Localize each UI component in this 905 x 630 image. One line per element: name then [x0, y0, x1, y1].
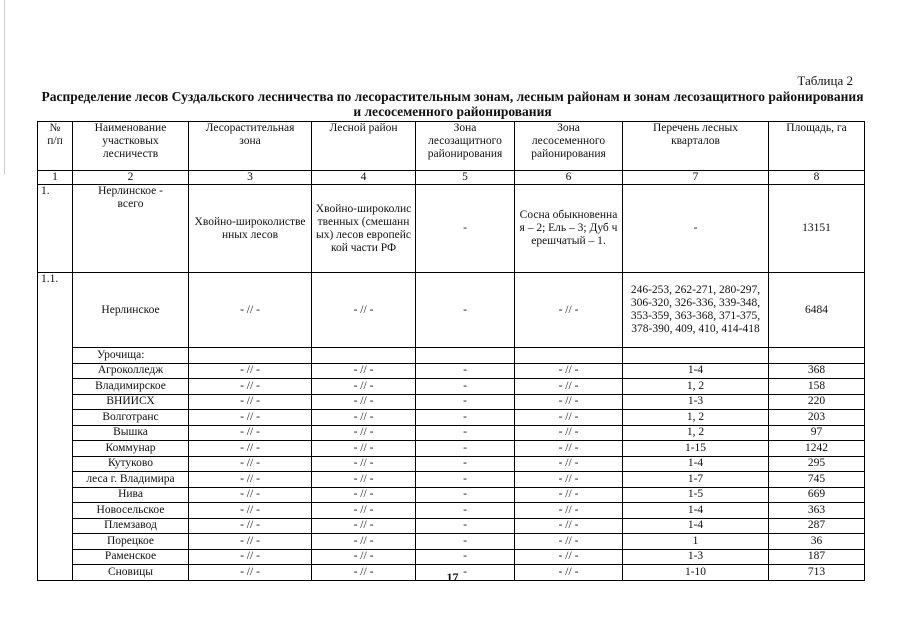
seed-zone: - // - [515, 456, 623, 472]
forestry-name [73, 185, 189, 273]
header-cell [38, 122, 73, 171]
row-number-empty [38, 348, 73, 364]
seed-zone: - // - [515, 534, 623, 550]
row-number-empty [38, 410, 73, 426]
forest-distribution-table [37, 121, 865, 581]
forest-region: - // - [312, 487, 416, 503]
forest-region: - // - [312, 425, 416, 441]
area-value: 295 [769, 456, 865, 472]
tract-name: Волготранс [73, 410, 189, 426]
row-number-empty [38, 534, 73, 550]
quarter-list [623, 273, 769, 348]
forest-region: - // - [312, 363, 416, 379]
row-number-empty [38, 549, 73, 565]
table-row [38, 394, 865, 410]
forest-region: - // - [312, 472, 416, 488]
forest-region: - // - [312, 273, 416, 348]
quarter-list: 1, 2 [623, 379, 769, 395]
row-number-empty [38, 472, 73, 488]
header-cell [416, 122, 515, 171]
header-text: Лесорастительная зона [205, 122, 295, 147]
table-row [38, 534, 865, 550]
column-number: 1 [38, 171, 73, 185]
seed-zone: - // - [515, 503, 623, 519]
area-value: 203 [769, 410, 865, 426]
quarter-list: 1, 2 [623, 425, 769, 441]
growing-zone: - // - [189, 425, 312, 441]
column-number: 3 [189, 171, 312, 185]
forest-region: - // - [312, 518, 416, 534]
row-number-empty [38, 425, 73, 441]
forest-region: - // - [312, 503, 416, 519]
forestry-name-text: Нерлинское - всего [98, 185, 163, 210]
protection-zone: - [416, 410, 515, 426]
seed-zone: - // - [515, 425, 623, 441]
row-number-empty [38, 394, 73, 410]
seed-zone: - // - [515, 549, 623, 565]
table-caption-label: Таблица 2 [797, 73, 853, 88]
quarter-list: - [623, 185, 769, 273]
quarter-list: 1-10 [623, 565, 769, 581]
empty-cell [515, 348, 623, 364]
page-number: 17 [446, 570, 459, 584]
growing-zone: - // - [189, 518, 312, 534]
column-number: 5 [416, 171, 515, 185]
tract-name: ВНИИСХ [73, 394, 189, 410]
header-text: Зона лесосеменного районирования [531, 122, 606, 160]
header-cell [312, 122, 416, 171]
seed-zone: - // - [515, 441, 623, 457]
empty-cell [623, 348, 769, 364]
growing-zone: - // - [189, 410, 312, 426]
title-text: Распределение лесов Суздальского лесничества по лесорастительным зонам, лесным районам и зонам лесозащитного районирования и лесосеменного районирования [41, 89, 864, 119]
forest-region: - // - [312, 410, 416, 426]
column-number: 4 [312, 171, 416, 185]
column-number: 6 [515, 171, 623, 185]
quarter-list: 1-5 [623, 487, 769, 503]
protection-zone: - [416, 503, 515, 519]
growing-zone: - // - [189, 472, 312, 488]
header-text: Зона лесозащитного районирования [427, 122, 503, 160]
protection-zone: - [416, 441, 515, 457]
empty-cell [769, 348, 865, 364]
table-row [38, 425, 865, 441]
protection-zone: - [416, 487, 515, 503]
protection-zone: - [416, 273, 515, 348]
forest-region: - // - [312, 456, 416, 472]
area-value: 363 [769, 503, 865, 519]
header-row [38, 122, 865, 171]
header-cell [515, 122, 623, 171]
growing-zone: - // - [189, 456, 312, 472]
tract-name: Нива [73, 487, 189, 503]
protection-zone: - [416, 425, 515, 441]
quarter-list: 1, 2 [623, 410, 769, 426]
row-number-empty [38, 487, 73, 503]
seed-zone-text: Сосна обыкновенная – 2; Ель – 3; Дуб черешчатый – 1. [519, 209, 618, 247]
area-value: 6484 [769, 273, 865, 348]
forest-region [312, 185, 416, 273]
growing-zone: - // - [189, 394, 312, 410]
header-text: № п/п [47, 122, 63, 147]
empty-cell [189, 348, 312, 364]
area-value: 287 [769, 518, 865, 534]
tract-name: Кутуково [73, 456, 189, 472]
header-cell [623, 122, 769, 171]
seed-zone: - // - [515, 472, 623, 488]
area-value: 97 [769, 425, 865, 441]
subdivision-row [38, 273, 865, 348]
area-value: 713 [769, 565, 865, 581]
quarter-list: 1-3 [623, 549, 769, 565]
seed-zone: - // - [515, 565, 623, 581]
protection-zone: - [416, 363, 515, 379]
row-number: 1. [38, 185, 73, 273]
protection-zone: - [416, 185, 515, 273]
table-row [38, 410, 865, 426]
column-number: 7 [623, 171, 769, 185]
header-text: Лесной район [329, 122, 398, 134]
quarter-list: 1-4 [623, 363, 769, 379]
forest-region: - // - [312, 534, 416, 550]
tract-rows [38, 363, 865, 580]
empty-cell [416, 348, 515, 364]
row-number: 1.1. [38, 273, 73, 348]
table-row [38, 456, 865, 472]
row-number-empty [38, 379, 73, 395]
growing-zone: - // - [189, 273, 312, 348]
area-value: 187 [769, 549, 865, 565]
table-row [38, 441, 865, 457]
quarter-list: 1-4 [623, 456, 769, 472]
header-cell [189, 122, 312, 171]
seed-zone: - // - [515, 487, 623, 503]
quarter-list: 1-7 [623, 472, 769, 488]
seed-zone: - // - [515, 273, 623, 348]
forest-region: - // - [312, 441, 416, 457]
area-value: 368 [769, 363, 865, 379]
header-text: Площадь, га [786, 122, 847, 134]
tract-name: Порецкое [73, 534, 189, 550]
header-text: Перечень лесных кварталов [652, 122, 738, 147]
row-number-empty [38, 441, 73, 457]
seed-zone: - // - [515, 394, 623, 410]
row-number-empty [38, 456, 73, 472]
protection-zone: - [416, 472, 515, 488]
empty-cell [312, 348, 416, 364]
area-value: 745 [769, 472, 865, 488]
quarter-list-text: 246-253, 262-271, 280-297, 306-320, 326-336, 339-348, 353-359, 363-368, 371-375, 378-390, 409, 410, 414-418 [630, 284, 761, 335]
growing-zone [189, 185, 312, 273]
summary-row [38, 185, 865, 273]
protection-zone: - [416, 394, 515, 410]
header-text: Наименование участковых лесничеств [94, 122, 167, 160]
area-value: 36 [769, 534, 865, 550]
quarter-list: 1-3 [623, 394, 769, 410]
seed-zone [515, 185, 623, 273]
forest-region-text: Хвойно-широколиственных (смешанных) лесов европейской части РФ [315, 202, 412, 254]
table-row [38, 518, 865, 534]
tract-name: Новосельское [73, 503, 189, 519]
row-number-empty [38, 503, 73, 519]
forest-region: - // - [312, 565, 416, 581]
seed-zone: - // - [515, 363, 623, 379]
protection-zone: - [416, 565, 515, 581]
header-cell [73, 122, 189, 171]
column-number-row [38, 171, 865, 185]
growing-zone: - // - [189, 534, 312, 550]
forest-region: - // - [312, 394, 416, 410]
table-row [38, 363, 865, 379]
table-row [38, 472, 865, 488]
protection-zone: - [416, 518, 515, 534]
tract-name: леса г. Владимира [73, 472, 189, 488]
tract-name: Агроколледж [73, 363, 189, 379]
growing-zone-text: Хвойно-широколиственных лесов [194, 215, 306, 241]
table-row [38, 487, 865, 503]
column-number: 8 [769, 171, 865, 185]
area-value: 669 [769, 487, 865, 503]
growing-zone: - // - [189, 379, 312, 395]
growing-zone: - // - [189, 565, 312, 581]
table-row [38, 379, 865, 395]
forest-region: - // - [312, 549, 416, 565]
protection-zone: - [416, 534, 515, 550]
tract-name: Коммунар [73, 441, 189, 457]
tract-name: Племзавод [73, 518, 189, 534]
quarter-list: 1-4 [623, 503, 769, 519]
area-value: 158 [769, 379, 865, 395]
quarter-list: 1-4 [623, 518, 769, 534]
protection-zone: - [416, 549, 515, 565]
seed-zone: - // - [515, 379, 623, 395]
growing-zone: - // - [189, 549, 312, 565]
quarter-list: 1-15 [623, 441, 769, 457]
growing-zone: - // - [189, 363, 312, 379]
forest-region: - // - [312, 379, 416, 395]
area-value: 13151 [769, 185, 865, 273]
column-number: 2 [73, 171, 189, 185]
tract-name: Вышка [73, 425, 189, 441]
growing-zone: - // - [189, 503, 312, 519]
tract-name: Владимирское [73, 379, 189, 395]
row-number-empty [38, 363, 73, 379]
table-title [40, 89, 865, 119]
protection-zone: - [416, 379, 515, 395]
tract-name: Раменское [73, 549, 189, 565]
growing-zone: - // - [189, 441, 312, 457]
tract-name: Сновицы [73, 565, 189, 581]
protection-zone: - [416, 456, 515, 472]
table-row [38, 503, 865, 519]
header-cell [769, 122, 865, 171]
row-number-empty [38, 518, 73, 534]
table-row [38, 549, 865, 565]
seed-zone: - // - [515, 518, 623, 534]
tracts-label-row [38, 348, 865, 364]
quarter-list: 1 [623, 534, 769, 550]
seed-zone: - // - [515, 410, 623, 426]
growing-zone: - // - [189, 487, 312, 503]
scan-edge-mark [4, 0, 5, 175]
forestry-name: Нерлинское [73, 273, 189, 348]
tracts-label: Урочища: [73, 348, 189, 364]
area-value: 220 [769, 394, 865, 410]
area-value: 1242 [769, 441, 865, 457]
